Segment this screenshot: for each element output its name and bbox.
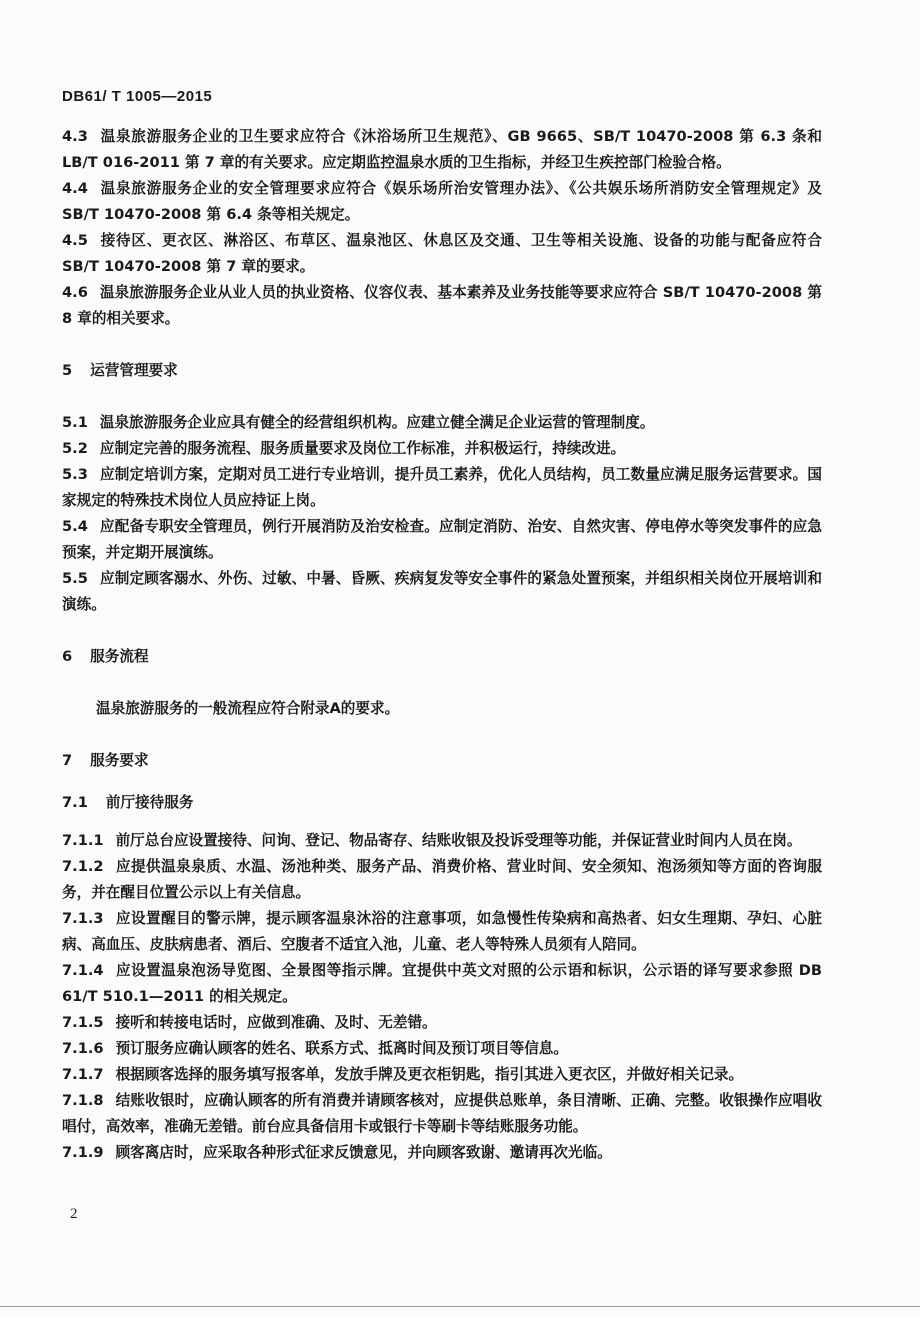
section-heading-7	[62, 748, 822, 774]
clause-text: 温泉旅游服务企业从业人员的执业资格、仪容仪表、基本素养及业务技能等要求应符合 SB/T 10470-2008 第 8 章的相关要求。	[62, 284, 822, 327]
clause-text: 顾客离店时，应采取各种形式征求反馈意见，并向顾客致谢、邀请再次光临。	[115, 1144, 612, 1161]
clause-text: 接待区、更衣区、淋浴区、布草区、温泉池区、休息区及交通、卫生等相关设施、设备的功能与配备应符合 SB/T 10470-2008 第 7 章的要求。	[62, 232, 822, 275]
clause-5-2	[62, 436, 822, 462]
subsection-title: 前厅接待服务	[105, 794, 194, 811]
clause-7-1-4	[62, 958, 822, 1010]
clause-number: 7.1.3	[62, 910, 104, 927]
clause-number: 7.1.5	[62, 1014, 104, 1031]
clause-text: 根据顾客选择的服务填写报客单，发放手牌及更衣柜钥匙，指引其进入更衣区，并做好相关记录。	[115, 1066, 744, 1083]
clause-number: 4.5	[62, 232, 88, 249]
clause-7-1-9	[62, 1140, 822, 1166]
document-header-id: DB61/ T 1005—2015	[62, 88, 213, 105]
clause-list-section-4	[62, 124, 822, 332]
clause-4-5	[62, 228, 822, 280]
clause-number: 7.1.9	[62, 1144, 104, 1161]
section-heading-6	[62, 644, 822, 670]
clause-text: 应配备专职安全管理员，例行开展消防及治安检查。应制定消防、治安、自然灾害、停电停水等突发事件的应急预案，并定期开展演练。	[62, 518, 822, 561]
clause-list-section-7-1	[62, 828, 822, 1166]
clause-4-6	[62, 280, 822, 332]
clause-number: 5.5	[62, 570, 88, 587]
section-title: 服务要求	[90, 752, 149, 769]
clause-7-1-6	[62, 1036, 822, 1062]
clause-5-3	[62, 462, 822, 514]
section-title: 服务流程	[90, 648, 149, 665]
clause-text: 温泉旅游服务企业的卫生要求应符合《沐浴场所卫生规范》、GB 9665、SB/T 10470-2008 第 6.3 条和 LB/T 016-2011 第 7 章的有关要求。应定期监控温泉水质的卫生指标，并经卫生疾控部门检验合格。	[62, 128, 822, 171]
clause-number: 7.1.6	[62, 1040, 104, 1057]
page-number: 2	[70, 1206, 78, 1222]
section-number: 6	[62, 648, 73, 665]
clause-text: 温泉旅游服务企业的安全管理要求应符合《娱乐场所治安管理办法》、《公共娱乐场所消防安全管理规定》及 SB/T 10470-2008 第 6.4 条等相关规定。	[62, 180, 822, 223]
section-number: 7	[62, 752, 73, 769]
clause-number: 4.3	[62, 128, 88, 145]
clause-text: 应制定培训方案，定期对员工进行专业培训，提升员工素养，优化人员结构，员工数量应满足服务运营要求。国家规定的特殊技术岗位人员应持证上岗。	[62, 466, 822, 509]
clause-number: 7.1.8	[62, 1092, 104, 1109]
clause-text: 应制定完善的服务流程、服务质量要求及岗位工作标准，并积极运行，持续改进。	[99, 440, 626, 457]
clause-number: 5.3	[62, 466, 88, 483]
clause-7-1-1	[62, 828, 822, 854]
clause-text: 接听和转接电话时，应做到准确、及时、无差错。	[115, 1014, 437, 1031]
clause-text: 应设置温泉泡汤导览图、全景图等指示牌。宜提供中英文对照的公示语和标识，公示语的译写要求参照 DB 61/T 510.1—2011 的相关规定。	[62, 962, 822, 1005]
page-content	[62, 124, 822, 1166]
clause-number: 7.1.2	[62, 858, 104, 875]
subsection-heading-7-1	[62, 790, 822, 816]
subsection-number: 7.1	[62, 794, 88, 811]
clause-number: 5.1	[62, 414, 88, 431]
section-number: 5	[62, 362, 73, 379]
clause-7-1-2	[62, 854, 822, 906]
clause-7-1-8	[62, 1088, 822, 1140]
section-6-paragraph: 温泉旅游服务的一般流程应符合附录A的要求。	[96, 700, 400, 717]
clause-5-4	[62, 514, 822, 566]
clause-text: 温泉旅游服务企业应具有健全的经营组织机构。应建立健全满足企业运营的管理制度。	[99, 414, 655, 431]
clause-number: 7.1.1	[62, 832, 104, 849]
clause-text: 前厅总台应设置接待、问询、登记、物品寄存、结账收银及投诉受理等功能，并保证营业时间内人员在岗。	[115, 832, 802, 849]
clause-number: 4.6	[62, 284, 88, 301]
footer-divider	[0, 1306, 920, 1307]
clause-number: 5.4	[62, 518, 88, 535]
section-title: 运营管理要求	[90, 362, 178, 379]
clause-number: 5.2	[62, 440, 88, 457]
clause-7-1-7	[62, 1062, 822, 1088]
clause-text: 应设置醒目的警示牌，提示顾客温泉沐浴的注意事项，如急慢性传染病和高热者、妇女生理期、孕妇、心脏病、高血压、皮肤病患者、酒后、空腹者不适宜入池，儿童、老人等特殊人员须有人陪同。	[62, 910, 822, 953]
clause-7-1-3	[62, 906, 822, 958]
clause-5-5	[62, 566, 822, 618]
clause-4-3	[62, 124, 822, 176]
clause-5-1	[62, 410, 822, 436]
clause-text: 预订服务应确认顾客的姓名、联系方式、抵离时间及预订项目等信息。	[115, 1040, 568, 1057]
clause-text: 应提供温泉泉质、水温、汤池种类、服务产品、消费价格、营业时间、安全须知、泡汤须知等方面的咨询服务，并在醒目位置公示以上有关信息。	[62, 858, 822, 901]
clause-text: 结账收银时，应确认顾客的所有消费并请顾客核对，应提供总账单，条目清晰、正确、完整。收银操作应唱收唱付，高效率，准确无差错。前台应具备信用卡或银行卡等刷卡等结账服务功能。	[62, 1092, 822, 1135]
clause-7-1-5	[62, 1010, 822, 1036]
clause-list-section-5	[62, 410, 822, 618]
clause-number: 4.4	[62, 180, 88, 197]
clause-4-4	[62, 176, 822, 228]
clause-number: 7.1.7	[62, 1066, 104, 1083]
clause-number: 7.1.4	[62, 962, 104, 979]
section-heading-5	[62, 358, 822, 384]
clause-text: 应制定顾客溺水、外伤、过敏、中暑、昏厥、疾病复发等安全事件的紧急处置预案，并组织相关岗位开展培训和演练。	[62, 570, 822, 613]
